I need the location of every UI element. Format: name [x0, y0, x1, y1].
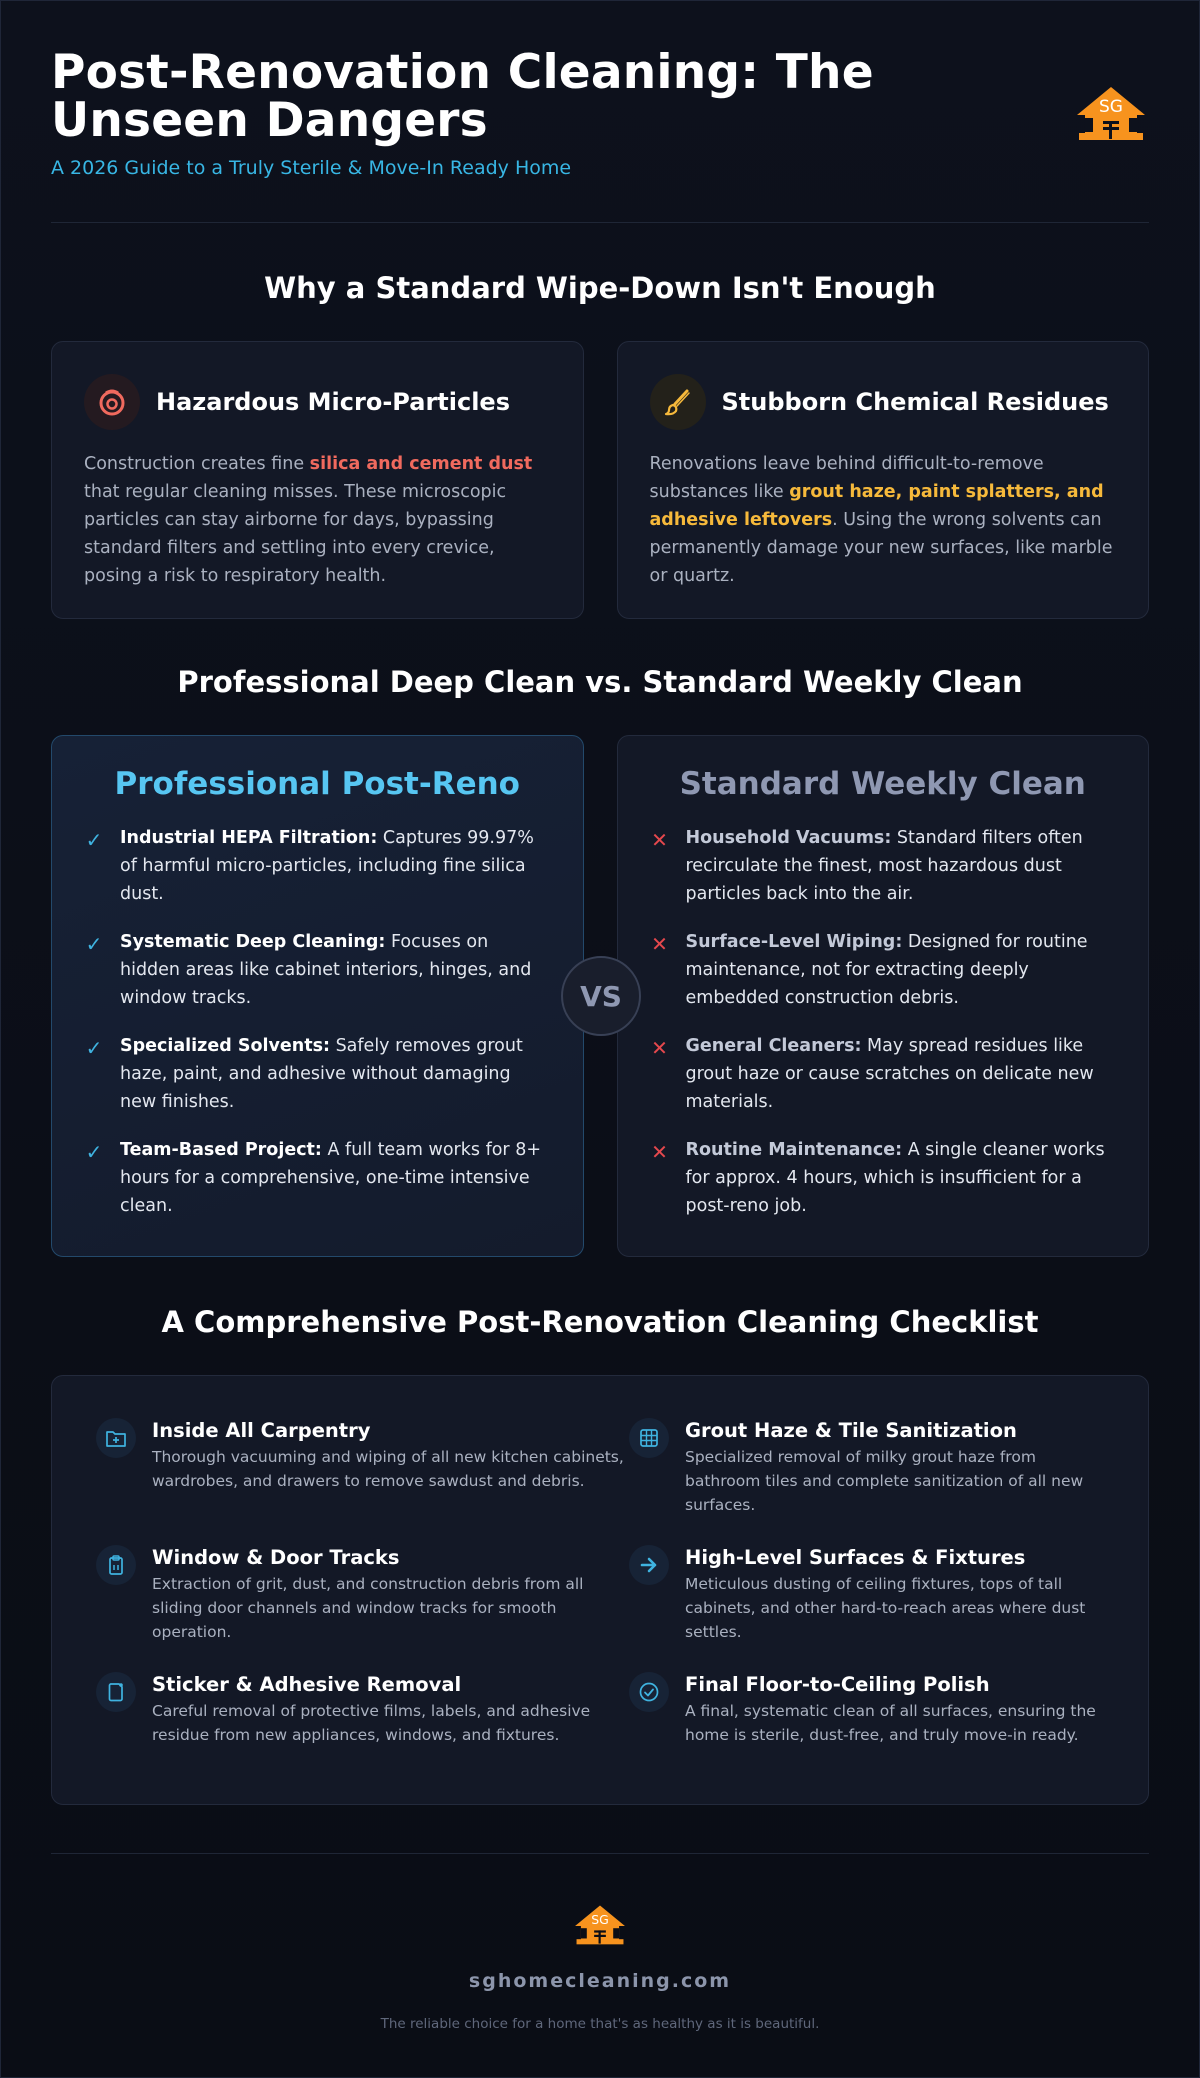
x-mark-icon: ✕ [651, 1140, 668, 1164]
list-item: ✓ Team-Based Project: A full team works for 8+ hours for a comprehensive, one-time intensive clean. [84, 1136, 551, 1220]
list-item: ✕ Routine Maintenance: A single cleaner works for approx. 4 hours, which is insufficient for a post-reno job. [650, 1136, 1117, 1220]
danger-highlight: silica and cement dust [309, 454, 533, 474]
grid-icon [629, 1418, 669, 1458]
danger-card-residues [617, 341, 1150, 619]
list-item: ✓ Systematic Deep Cleaning: Focuses on hidden areas like cabinet interiors, hinges, and window tracks. [84, 928, 551, 1012]
lungs-icon [84, 374, 140, 430]
danger-text: Renovations leave behind difficult-to-remove substances like grout haze, paint splatters, and adhesive leftovers. Using the wrong solvents can permanently damage your new surfaces, like marble or quartz. [649, 454, 1113, 586]
tagline: The reliable choice for a home that's as healthy as it is beautiful. [380, 2016, 820, 2032]
footer [51, 1853, 1149, 2032]
professional-heading: Professional Post-Reno [114, 766, 520, 802]
svg-text:SG: SG [591, 1911, 609, 1927]
checklist-item: Sticker & Adhesive Removal Careful removal of protective films, labels, and adhesive residue from new appliances, windows, and fixtures. [96, 1672, 629, 1747]
standard-card [617, 735, 1150, 1257]
standard-heading: Standard Weekly Clean [679, 766, 1086, 802]
vs-badge: VS [561, 956, 641, 1036]
check-icon: ✓ [85, 1036, 103, 1060]
comparison-cards [51, 735, 1149, 1257]
checklist-item: Grout Haze & Tile Sanitization Specialized removal of milky grout haze from bathroom tiles and complete sanitization of all new surfaces. [629, 1418, 1104, 1517]
svg-text:SG: SG [1099, 97, 1123, 117]
header [51, 1, 1149, 223]
checklist-card [51, 1375, 1149, 1805]
list-item: ✕ General Cleaners: May spread residues like grout haze or cause scratches on delicate new materials. [650, 1032, 1117, 1116]
arrow-right-icon [629, 1545, 669, 1585]
page-subtitle: A 2026 Guide to a Truly Sterile & Move-In Ready Home [51, 157, 572, 179]
page-title: Post-Renovation Cleaning: The Unseen Dangers [51, 45, 874, 148]
site-name: sghomecleaning.com [468, 1970, 732, 1992]
comparison-section-title: Professional Deep Clean vs. Standard Weekly Clean [177, 665, 1023, 699]
list-item: ✕ Surface-Level Wiping: Designed for routine maintenance, not for extracting deeply embedded construction debris. [650, 928, 1117, 1012]
checklist-item: Window & Door Tracks Extraction of grit, dust, and construction debris from all sliding door channels and window tracks for smooth operation. [96, 1545, 629, 1644]
dangers-section-title: Why a Standard Wipe-Down Isn't Enough [264, 271, 936, 305]
sticker-icon [96, 1672, 136, 1712]
paintbrush-icon [650, 374, 706, 430]
checklist-section-title: A Comprehensive Post-Renovation Cleaning Checklist [161, 1305, 1039, 1339]
check-circle-icon [629, 1672, 669, 1712]
checklist-item: Final Floor-to-Ceiling Polish A final, systematic clean of all surfaces, ensuring the home is sterile, dust-free, and truly move-in ready. [629, 1672, 1104, 1747]
x-mark-icon: ✕ [651, 1036, 668, 1060]
checklist-item: High-Level Surfaces & Fixtures Meticulous dusting of ceiling fixtures, tops of tall cabinets, and other hard-to-reach areas where dust settles. [629, 1545, 1104, 1644]
danger-highlight: grout haze, paint splatters, and adhesive leftovers [649, 482, 1104, 530]
check-icon: ✓ [85, 828, 103, 852]
house-logo-icon [573, 1904, 627, 1948]
list-item: ✓ Specialized Solvents: Safely removes grout haze, paint, and adhesive without damaging new finishes. [84, 1032, 551, 1116]
check-icon: ✓ [85, 1140, 103, 1164]
danger-title: Hazardous Micro-Particles [156, 388, 510, 416]
list-item: ✓ Industrial HEPA Filtration: Captures 99.97% of harmful micro-particles, including fine silica dust. [84, 824, 551, 908]
clipboard-icon [96, 1545, 136, 1585]
danger-card-particles [51, 341, 584, 619]
danger-title: Stubborn Chemical Residues [721, 388, 1109, 416]
folder-plus-icon [96, 1418, 136, 1458]
danger-text: Construction creates fine silica and cement dust that regular cleaning misses. These microscopic particles can stay airborne for days, bypassing standard filters and settling into every crevice, posing a risk to respiratory health. [84, 454, 533, 586]
checklist-item: Inside All Carpentry Thorough vacuuming and wiping of all new kitchen cabinets, wardrobes, and drawers to remove sawdust and debris. [96, 1418, 629, 1517]
list-item: ✕ Household Vacuums: Standard filters often recirculate the finest, most hazardous dust particles back into the air. [650, 824, 1117, 908]
professional-card [51, 735, 584, 1257]
house-logo-icon [1075, 85, 1147, 145]
x-mark-icon: ✕ [651, 932, 668, 956]
x-mark-icon: ✕ [651, 828, 668, 852]
dangers-cards [51, 341, 1149, 619]
check-icon: ✓ [85, 932, 103, 956]
